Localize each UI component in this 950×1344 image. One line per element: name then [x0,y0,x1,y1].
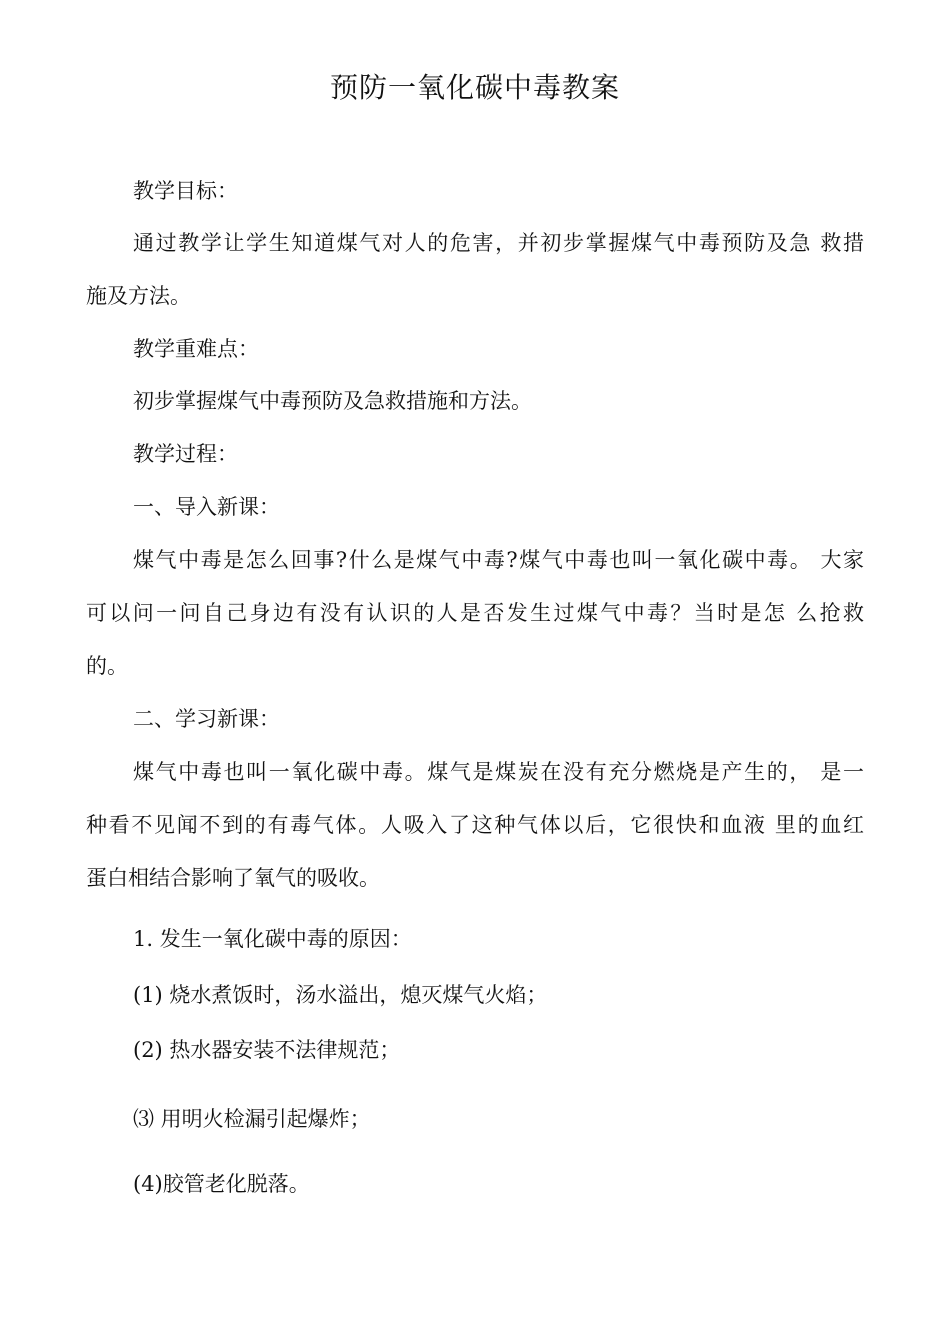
paragraph-line: 施及方法。 [86,284,191,308]
document-title: 预防一氧化碳中毒教案 [329,71,620,104]
section-heading-new-lesson: 二、学习新课： [133,707,280,731]
section-heading-intro: 一、导入新课： [133,495,280,519]
heading-teaching-process: 教学过程： [133,442,238,466]
paragraph-line: 煤气中毒也叫一氧化碳中毒。煤气是煤炭在没有充分燃烧是产生的， 是一 [133,760,864,784]
heading-teaching-objectives: 教学目标： [133,179,238,203]
list-item: (1) 烧水煮饭时，汤水溢出，熄灭煤气火焰； [133,983,548,1007]
paragraph-line: 初步掌握煤气中毒预防及急救措施和方法。 [133,389,532,413]
paragraph-line: 通过教学让学生知道煤气对人的危害，并初步掌握煤气中毒预防及急 救措 [133,231,864,255]
list-item: (2) 热水器安装不法律规范； [133,1038,401,1062]
paragraph-line: 蛋白相结合影响了氧气的吸收。 [86,866,380,890]
paragraph-line: 煤气中毒是怎么回事?什么是煤气中毒?煤气中毒也叫一氧化碳中毒。 大家 [133,548,864,572]
list-item: ⑶ 用明火检漏引起爆炸； [133,1107,371,1131]
paragraph-line: 可以问一问自己身边有没有认识的人是否发生过煤气中毒？当时是怎 么抢救 [86,601,864,625]
heading-key-points: 教学重难点： [133,337,259,361]
list-heading-causes: 1. 发生一氧化碳中毒的原因： [133,927,412,951]
list-item: (4)胶管老化脱落。 [133,1172,310,1196]
paragraph-line: 种看不见闻不到的有毒气体。人吸入了这种气体以后，它很快和血液 里的血红 [86,813,864,837]
paragraph-line: 的。 [86,654,128,678]
